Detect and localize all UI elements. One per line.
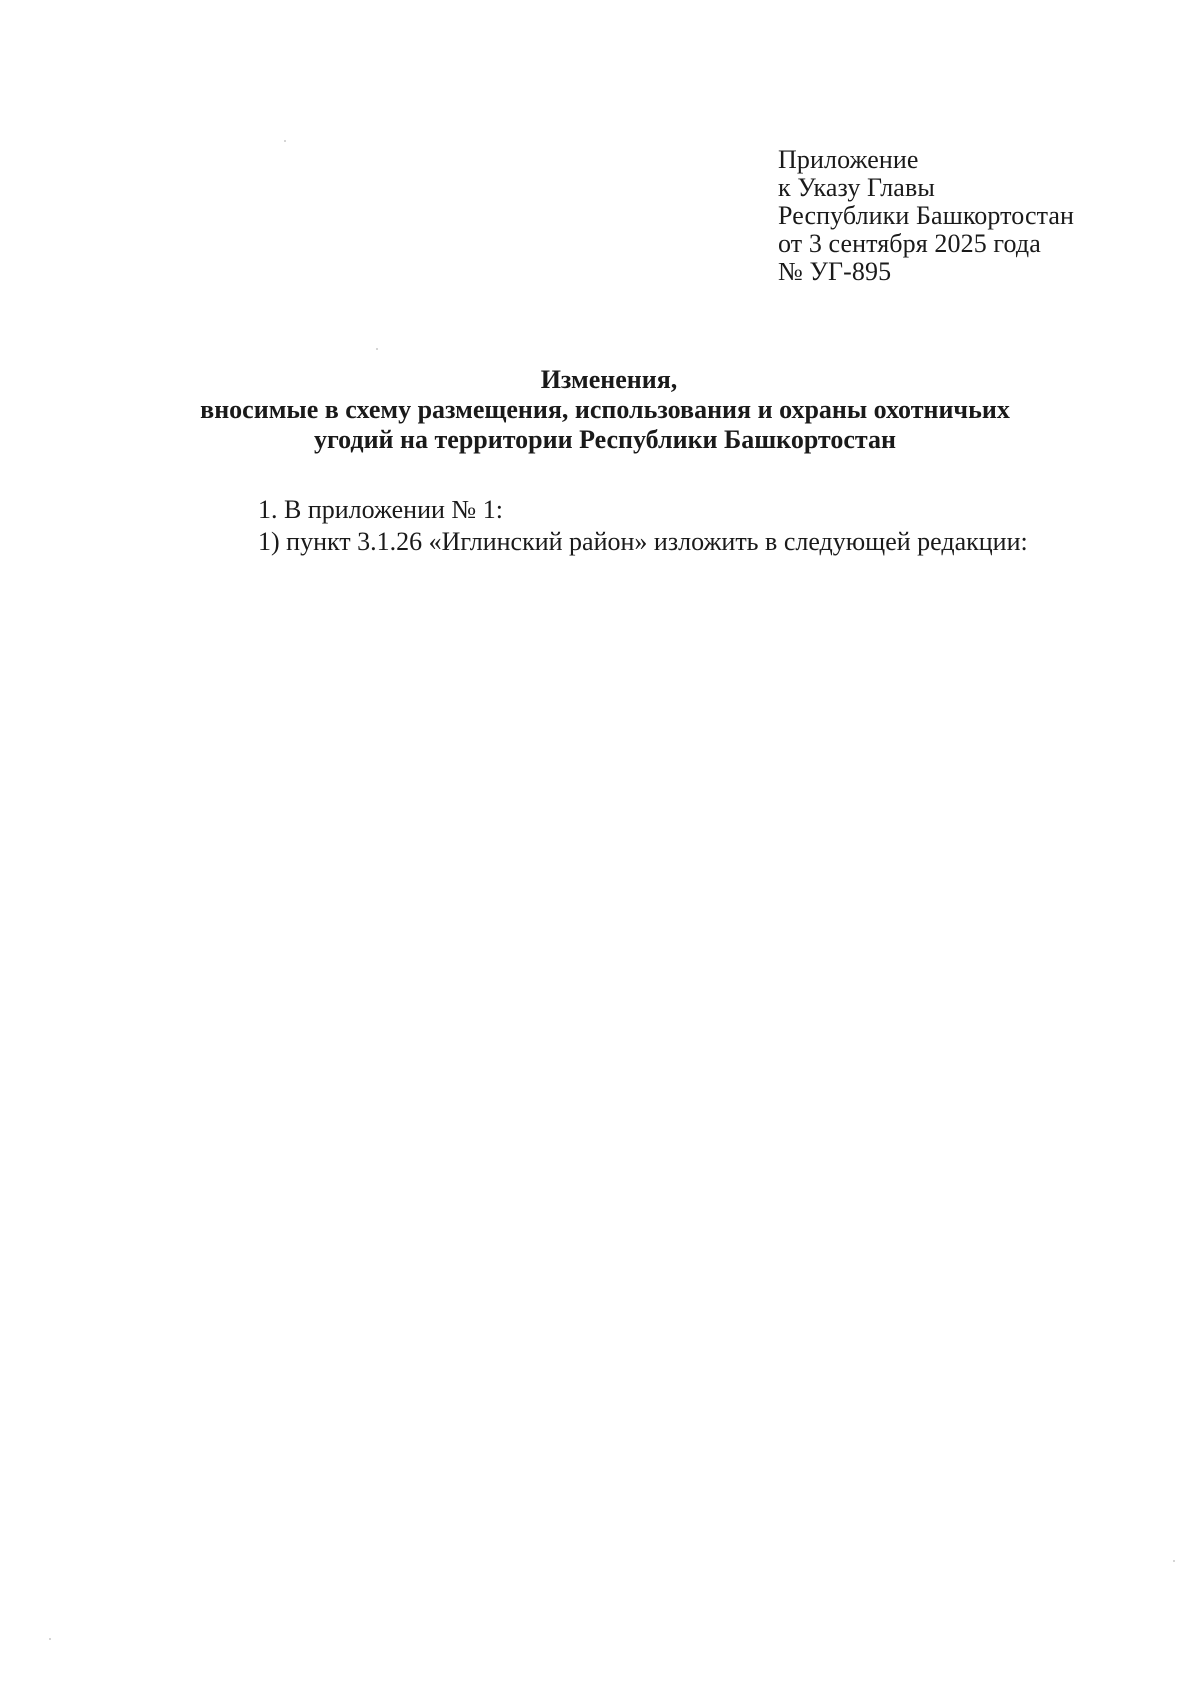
body-item-2: 1) пункт 3.1.26 «Иглинский район» изложить в следующей редакции:	[258, 527, 1028, 556]
appendix-number-line: № УГ-895	[778, 257, 892, 286]
title-subheading-line-2: угодий на территории Республики Башкортостан	[314, 425, 896, 454]
title-subheading-line-1: вносимые в схему размещения, использования и охраны охотничьих	[200, 395, 1010, 424]
scan-artifact	[284, 140, 286, 142]
appendix-date-line: от 3 сентября 2025 года	[778, 229, 1041, 258]
appendix-label: Приложение	[778, 145, 919, 174]
document-title	[0, 365, 1200, 455]
scan-artifact	[1173, 1560, 1175, 1562]
document-body	[258, 494, 1158, 558]
appendix-reference	[778, 146, 1178, 286]
body-item-1: 1. В приложении № 1:	[258, 495, 503, 524]
appendix-decree-line: к Указу Главы	[778, 173, 935, 202]
scan-artifact	[49, 1638, 51, 1640]
scan-artifact	[376, 348, 378, 350]
appendix-republic-line: Республики Башкортостан	[778, 201, 1075, 230]
title-heading: Изменения,	[540, 365, 678, 394]
